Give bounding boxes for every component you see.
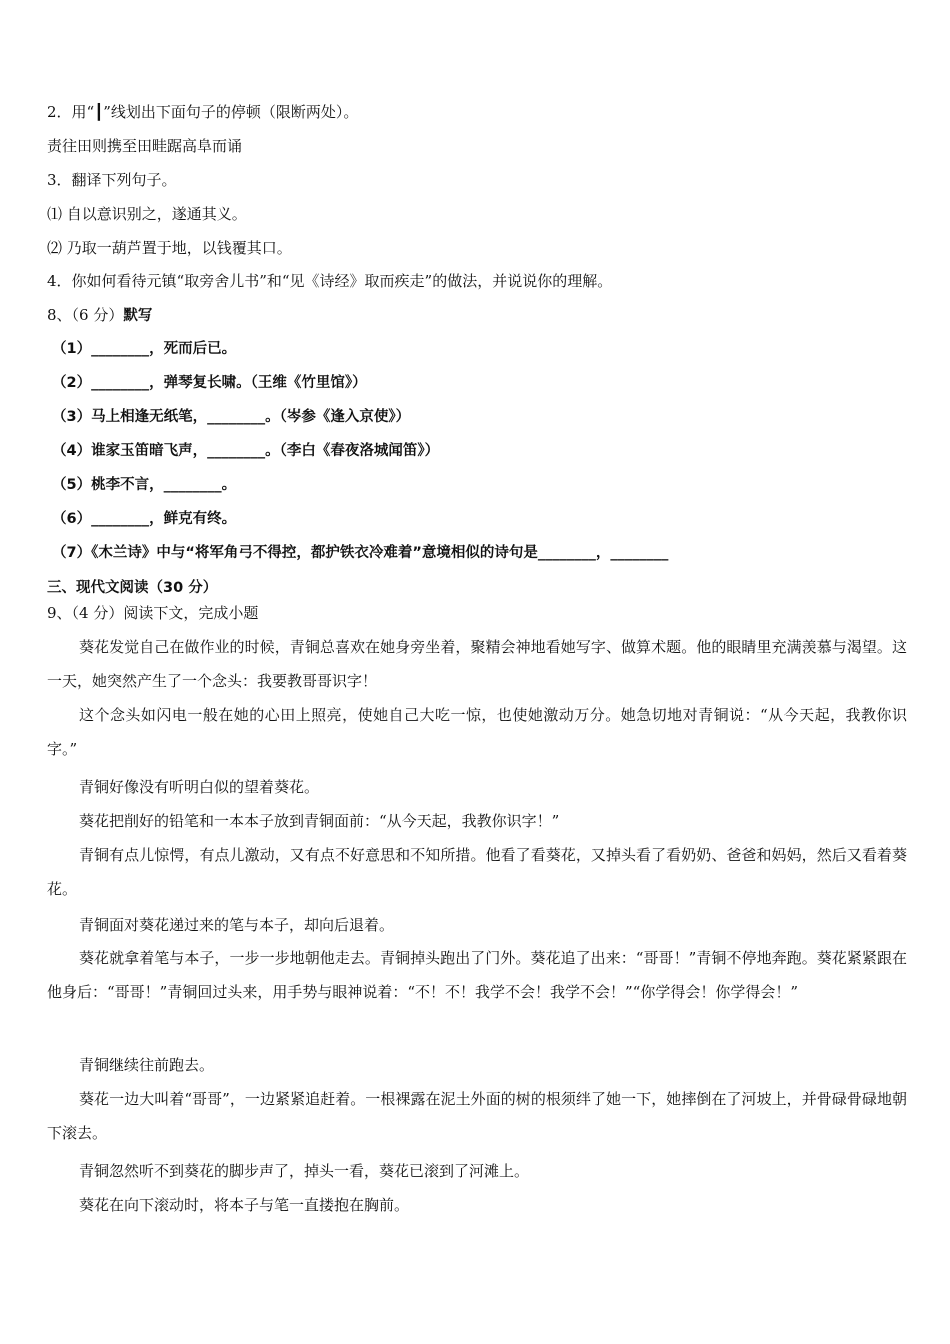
reading-paragraph-9: 葵花一边大叫着“哥哥”，一边紧紧追赶着。一根裸露在泥土外面的树的根须绊了她一下，她摔倒在了河坡上，并骨碌骨碌地朝下滚去。 — [47, 1090, 907, 1142]
dictation-item-3: （3）马上相逢无纸笔，________。（岑参《逢入京使》） — [52, 409, 411, 425]
question-2: 2．用“┃”线划出下面句子的停顿（限断两处）。 — [47, 103, 359, 121]
question-8-title: 默写 — [123, 308, 153, 324]
question-8-heading — [47, 305, 152, 326]
reading-paragraph-1: 葵花发觉自己在做作业的时候，青铜总喜欢在她身旁坐着，聚精会神地看她写字、做算术题。他的眼睛里充满羡慕与渴望。这一天，她突然产生了一个念头：我要教哥哥识字！ — [47, 638, 907, 690]
dictation-item-1: （1）________，死而后已。 — [52, 341, 237, 357]
question-2-sentence: 责往田则携至田畦踞高阜而诵 — [47, 137, 243, 155]
dictation-item-2: （2）________，弹琴复长啸。（王维《竹里馆》） — [52, 375, 367, 391]
reading-paragraph-7: 葵花就拿着笔与本子，一步一步地朝他走去。青铜掉头跑出了门外。葵花追了出来：“哥哥！”青铜不停地奔跑。葵花紧紧跟在他身后：“哥哥！”青铜回过头来，用手势与眼神说着：“不！不！我学不会！我学不会！”“你学得会！你学得会！” — [47, 949, 907, 1001]
question-4: 4．你如何看待元镇“取旁舍儿书”和“见《诗经》取而疾走”的做法，并说说你的理解。 — [47, 272, 613, 290]
dictation-item-7: （7）《木兰诗》中与“将军角弓不得控，都护铁衣冷难着”意境相似的诗句是________，________ — [52, 545, 669, 561]
dictation-item-4: （4）谁家玉笛暗飞声，________。（李白《春夜洛城闻笛》） — [52, 443, 440, 459]
reading-paragraph-3: 青铜好像没有听明白似的望着葵花。 — [79, 778, 320, 796]
question-3-item-1: ⑴ 自以意识别之，遂通其义。 — [47, 205, 247, 223]
dictation-item-6: （6）________，鲜克有终。 — [52, 511, 237, 527]
dictation-item-5: （5）桃李不言，________。 — [52, 477, 237, 493]
reading-paragraph-10: 青铜忽然听不到葵花的脚步声了，掉头一看，葵花已滚到了河滩上。 — [79, 1162, 530, 1180]
reading-paragraph-4: 葵花把削好的铅笔和一本本子放到青铜面前：“从今天起，我教你识字！” — [79, 812, 560, 830]
question-8-number: 8、（6 分） — [47, 306, 124, 324]
reading-paragraph-2: 这个念头如闪电一般在她的心田上照亮，使她自己大吃一惊，也使她激动万分。她急切地对青铜说：“从今天起，我教你识字。” — [47, 706, 907, 758]
reading-paragraph-11: 葵花在向下滚动时，将本子与笔一直搂抱在胸前。 — [79, 1196, 410, 1214]
reading-paragraph-8: 青铜继续往前跑去。 — [79, 1056, 215, 1074]
question-9-heading: 9、（4 分）阅读下文，完成小题 — [47, 604, 259, 622]
reading-paragraph-5: 青铜有点儿惊愕，有点儿激动，又有点不好意思和不知所措。他看了看葵花，又掉头看了看奶奶、爸爸和妈妈，然后又看着葵花。 — [47, 846, 907, 898]
section-3-title: 三、现代文阅读（30 分） — [47, 580, 218, 596]
question-3-item-2: ⑵ 乃取一葫芦置于地，以钱覆其口。 — [47, 239, 292, 257]
reading-paragraph-6: 青铜面对葵花递过来的笔与本子，却向后退着。 — [79, 916, 395, 934]
question-3: 3．翻译下列句子。 — [47, 171, 177, 189]
